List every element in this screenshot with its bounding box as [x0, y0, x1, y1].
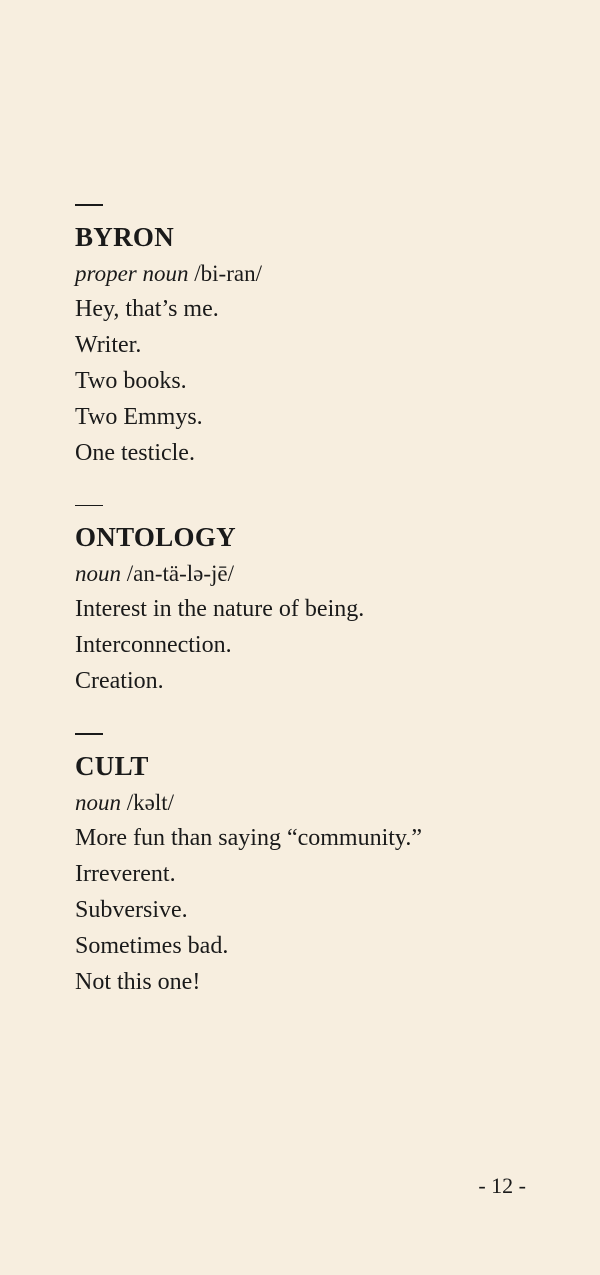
definition-line: Interest in the nature of being. — [75, 596, 365, 622]
pronunciation: /an-tä-lə-jē/ — [126, 561, 235, 586]
entry-cult — [75, 733, 545, 1000]
entry-byron — [75, 204, 545, 471]
definition-line: Hey, that’s me. — [75, 295, 219, 322]
definition-line: Creation. — [75, 668, 164, 694]
headword: ONTOLOGY — [75, 522, 236, 552]
pronunciation: /kəlt/ — [126, 789, 175, 815]
entry-divider — [75, 505, 103, 507]
dictionary-page — [75, 180, 545, 1034]
pos-line — [75, 256, 545, 291]
definition-line: Interconnection. — [75, 632, 232, 658]
definition-line: Two books. — [75, 367, 187, 394]
definition-line: Subversive. — [75, 896, 188, 923]
entry-divider — [75, 733, 103, 735]
headword: BYRON — [75, 221, 175, 252]
part-of-speech: noun — [75, 561, 121, 586]
definition-line: Irreverent. — [75, 860, 176, 887]
pronunciation: /bi-ran/ — [194, 260, 262, 286]
pos-line — [75, 785, 545, 820]
definition-line: Not this one! — [75, 968, 201, 995]
entry-ontology — [75, 505, 545, 700]
entry-divider — [75, 204, 103, 206]
pos-line — [75, 556, 545, 591]
headword: CULT — [75, 750, 149, 781]
definition-line: Writer. — [75, 331, 142, 358]
part-of-speech: proper noun — [75, 260, 189, 286]
page-number: - 12 - — [478, 1173, 526, 1198]
definition-line: More fun than saying “community.” — [75, 824, 423, 851]
definition-line: One testicle. — [75, 439, 195, 466]
definition-line: Two Emmys. — [75, 403, 203, 430]
definition-line: Sometimes bad. — [75, 932, 229, 959]
part-of-speech: noun — [75, 789, 121, 815]
